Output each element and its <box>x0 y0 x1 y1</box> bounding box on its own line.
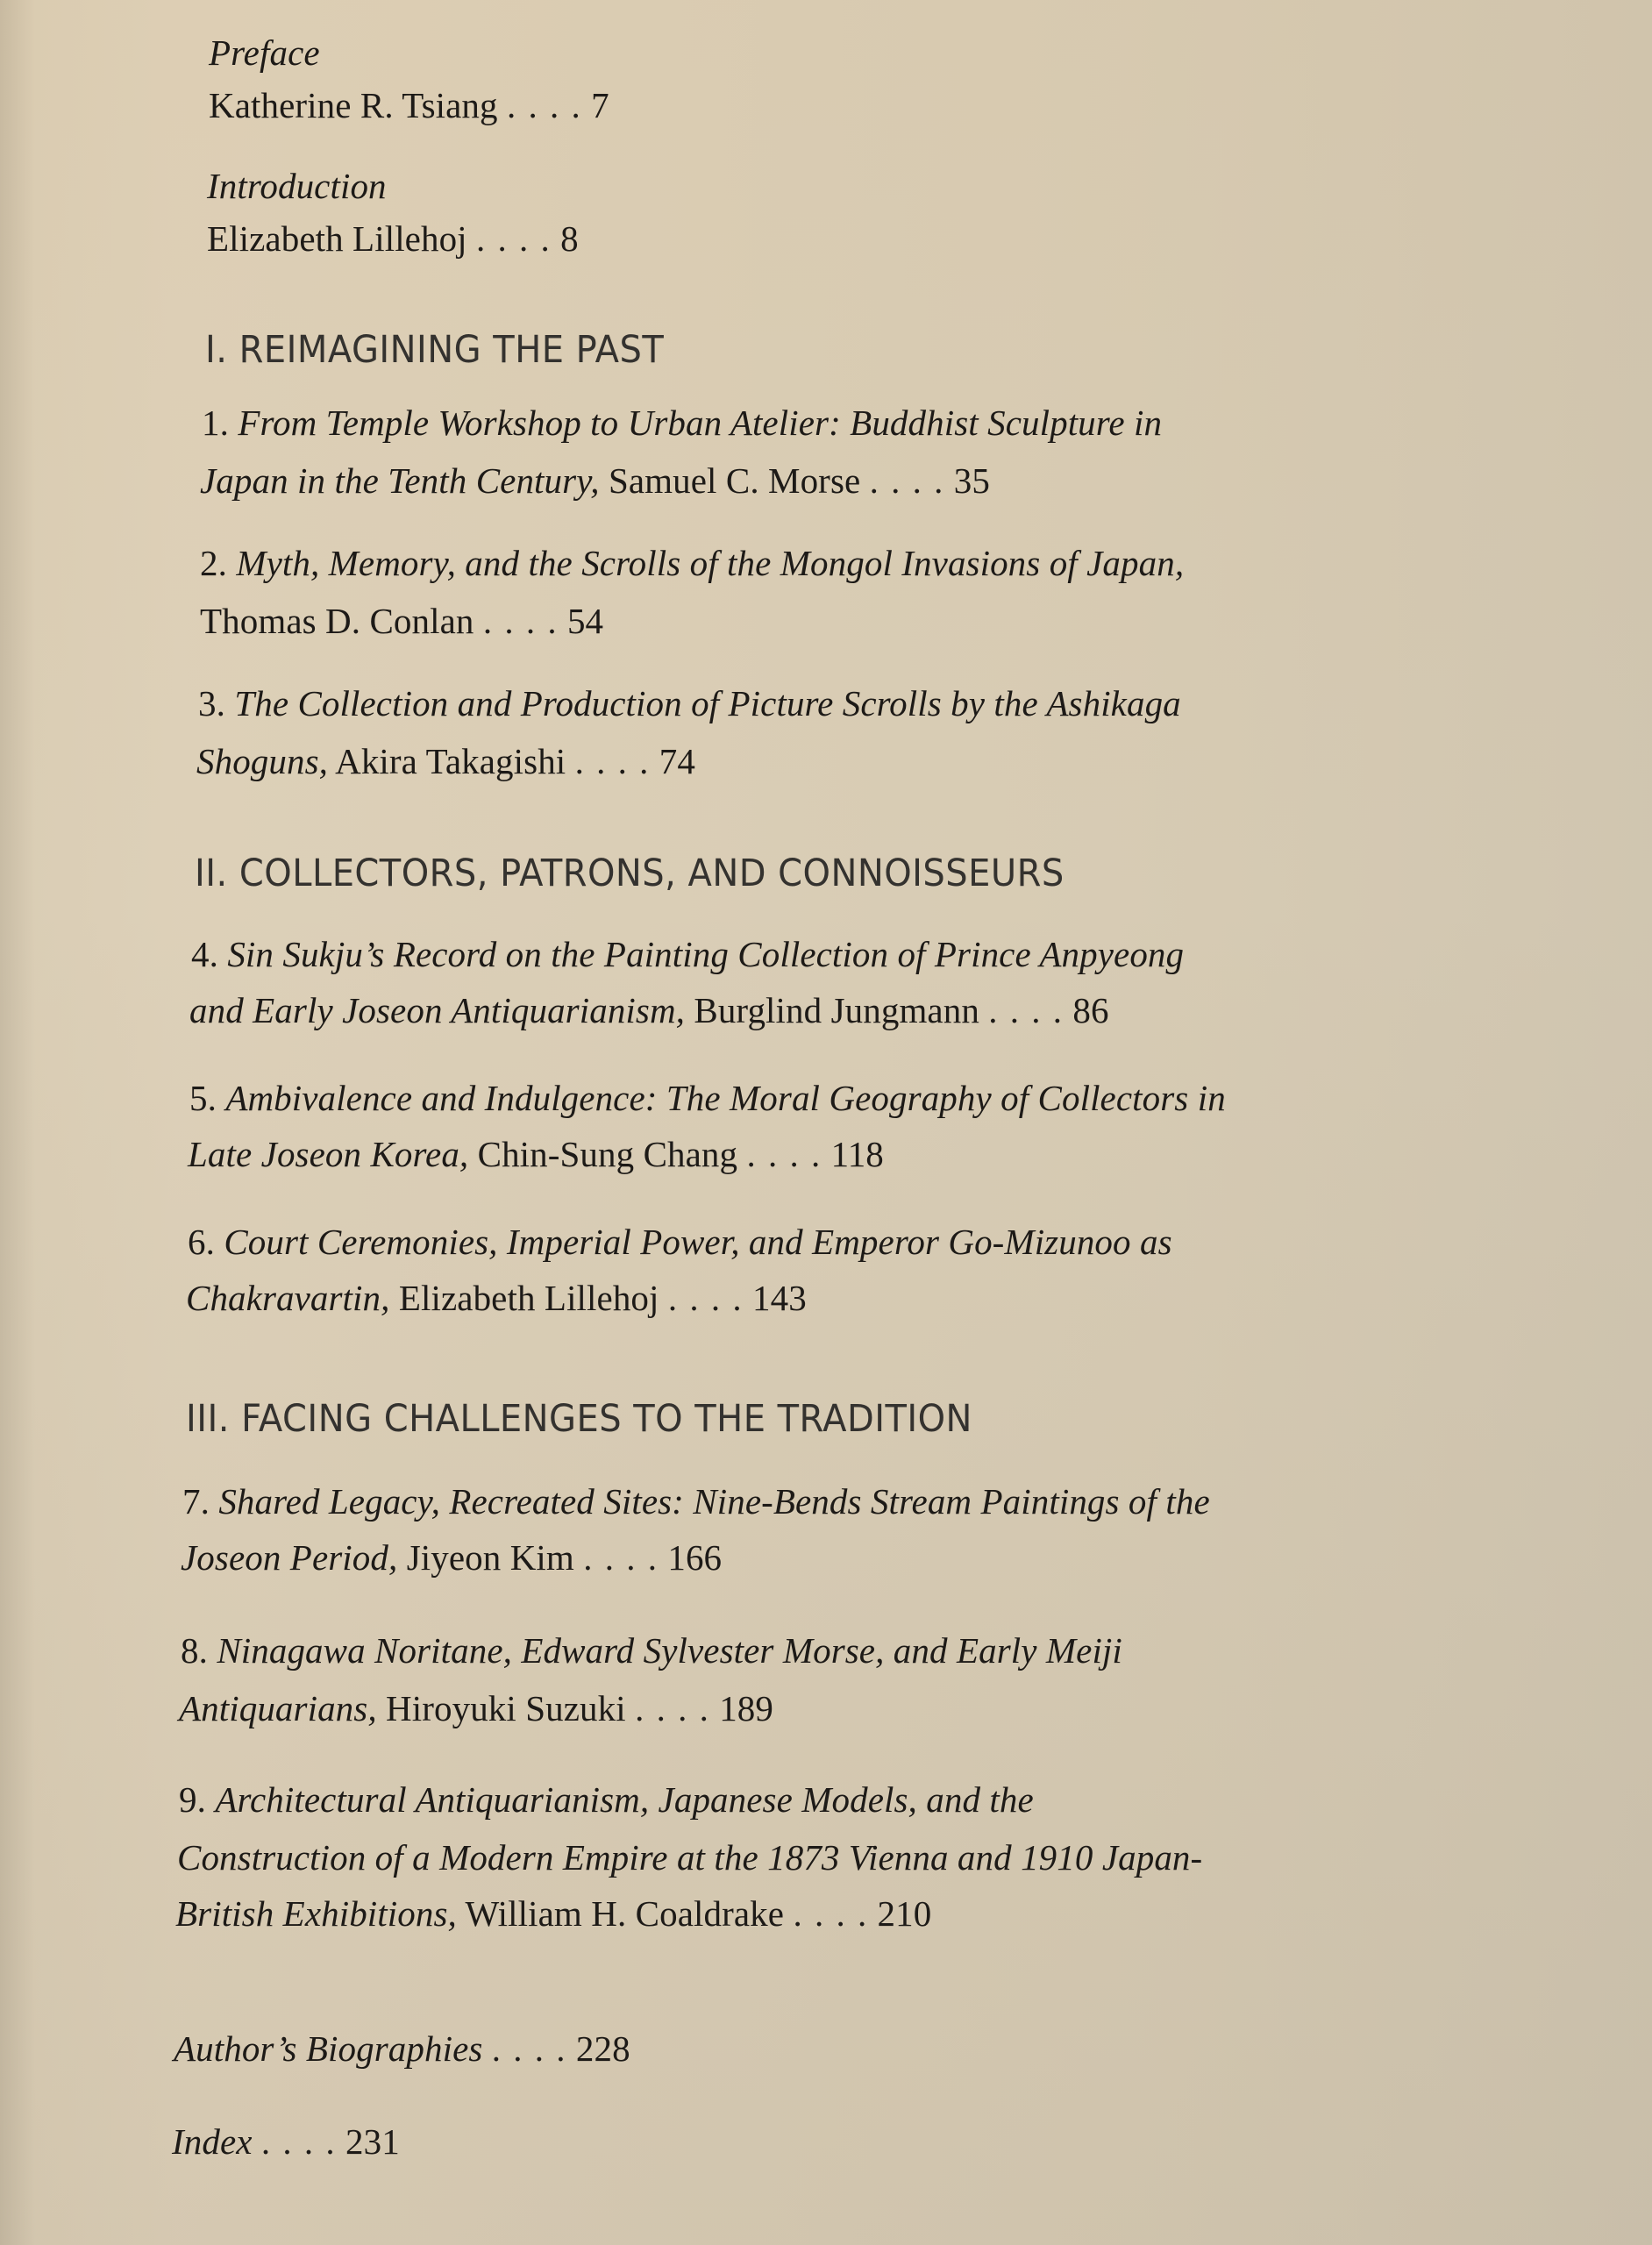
toc-entry-title: Sin Sukju’s Record on the Painting Collection of Prince Anpyeong <box>227 934 1185 974</box>
toc-leader: . . . . <box>988 990 1065 1030</box>
toc-entry-title: Author’s Biographies <box>174 2028 483 2069</box>
toc-leader: . . . . <box>482 601 559 641</box>
toc-entry-number: 7. <box>182 1481 210 1522</box>
toc-entry-8-line2 <box>179 1688 774 1728</box>
toc-entry-2-line1 <box>200 545 1184 581</box>
toc-entry-1-line2 <box>200 460 990 501</box>
toc-leader: . . . . <box>583 1537 659 1578</box>
toc-entry-title: Antiquarians, <box>179 1688 377 1728</box>
toc-page-number: 118 <box>830 1134 884 1174</box>
toc-leader: . . . . <box>793 1893 869 1934</box>
toc-entry-4-line1 <box>191 934 1185 974</box>
toc-author: Elizabeth Lillehoj <box>398 1278 659 1318</box>
toc-entry-1-line1 <box>202 405 1162 441</box>
toc-leader: . . . . <box>635 1688 710 1728</box>
toc-author: Burglind Jungmann <box>694 990 979 1030</box>
toc-entry-title: Ninagawa Noritane, Edward Sylvester Morse, and Early Meiji <box>217 1630 1122 1671</box>
toc-entry-6-line2 <box>186 1280 807 1316</box>
toc-entry-9-line3 <box>175 1893 932 1934</box>
toc-page-number: 143 <box>752 1278 807 1318</box>
toc-page-number: 210 <box>877 1893 932 1934</box>
toc-author: Hiroyuki Suzuki <box>386 1688 626 1728</box>
toc-entry-3-line1 <box>198 683 1181 723</box>
toc-entry-9-line1 <box>179 1779 1034 1820</box>
toc-page-number: 7 <box>591 85 609 125</box>
toc-author-biographies <box>174 2028 630 2069</box>
toc-entry-8-line1 <box>181 1630 1122 1671</box>
toc-entry-title: Shared Legacy, Recreated Sites: Nine-Bends Stream Paintings of the <box>218 1481 1210 1522</box>
toc-page-number: 74 <box>659 741 695 781</box>
toc-page-number: 228 <box>575 2028 630 2069</box>
toc-author: Thomas D. Conlan <box>200 601 474 641</box>
toc-leader: . . . . <box>869 460 945 501</box>
toc-author: Katherine R. Tsiang <box>209 85 498 125</box>
toc-entry-3-line2 <box>196 741 695 781</box>
toc-entry-number: 5. <box>189 1078 217 1118</box>
toc-preface-label: Preface <box>209 32 320 73</box>
toc-author: Jiyeon Kim <box>406 1537 574 1578</box>
toc-entry-number: 2. <box>200 543 227 583</box>
toc-author: Chin-Sung Chang <box>477 1134 738 1174</box>
toc-leader: . . . . <box>667 1278 744 1318</box>
toc-introduction-label: Introduction <box>207 166 387 206</box>
toc-entry-title: Index <box>172 2121 253 2162</box>
toc-entry-title: Court Ceremonies, Imperial Power, and Emperor Go-Mizunoo as <box>224 1222 1172 1262</box>
toc-entry-title: Shoguns, <box>196 741 329 781</box>
toc-entry-number: 1. <box>202 403 229 443</box>
toc-entry-title: The Collection and Production of Picture Scrolls by the Ashikaga <box>234 683 1181 723</box>
toc-entry-number: 4. <box>191 934 218 974</box>
section-heading-3: III. FACING CHALLENGES TO THE TRADITION <box>186 1397 972 1441</box>
toc-author: Samuel C. Morse <box>608 460 861 501</box>
toc-entry-title: Chakravartin, <box>186 1278 390 1318</box>
toc-page-number: 54 <box>566 601 604 641</box>
section-heading-2: II. COLLECTORS, PATRONS, AND CONNOISSEURS <box>195 852 1065 895</box>
toc-leader: . . . . <box>746 1134 822 1174</box>
toc-entry-title: Japan in the Tenth Century, <box>200 460 600 501</box>
toc-author: Akira Takagishi <box>335 741 566 781</box>
toc-entry-title: From Temple Workshop to Urban Atelier: Buddhist Sculpture in <box>238 403 1163 443</box>
toc-leader: . . . . <box>476 218 552 259</box>
toc-entry-7-line2 <box>181 1537 723 1578</box>
toc-page-number: 189 <box>719 1688 774 1728</box>
toc-entry-6-line1 <box>188 1224 1172 1260</box>
toc-page-number: 86 <box>1072 990 1109 1030</box>
toc-entry-title: Late Joseon Korea, <box>188 1134 469 1174</box>
toc-entry-number: 3. <box>198 683 225 723</box>
toc-entry-title: and Early Joseon Antiquarianism, <box>189 990 686 1030</box>
toc-leader: . . . . <box>574 741 651 781</box>
toc-entry-9-line2: Construction of a Modern Empire at the 1873 Vienna and 1910 Japan- <box>177 1837 1203 1878</box>
toc-entry-title: Ambivalence and Indulgence: The Moral Geography of Collectors in <box>225 1078 1226 1118</box>
toc-entry-5-line1 <box>189 1080 1226 1116</box>
toc-introduction-entry <box>207 218 579 259</box>
toc-author: Elizabeth Lillehoj <box>207 218 467 259</box>
toc-page-number: 35 <box>953 460 990 501</box>
toc-entry-title: Joseon Period, <box>181 1537 398 1578</box>
toc-entry-5-line2 <box>188 1134 884 1174</box>
toc-entry-2-line2 <box>200 603 603 639</box>
toc-entry-title: Myth, Memory, and the Scrolls of the Mongol Invasions of Japan, <box>236 543 1185 583</box>
toc-leader: . . . . <box>260 2121 337 2162</box>
toc-leader: . . . . <box>506 85 582 125</box>
toc-entry-7-line1 <box>182 1481 1210 1522</box>
toc-page-number: 166 <box>667 1537 723 1578</box>
section-heading-1: I. REIMAGINING THE PAST <box>205 328 665 372</box>
toc-index <box>172 2121 400 2162</box>
toc-entry-number: 6. <box>188 1222 215 1262</box>
toc-entry-title: British Exhibitions, <box>175 1893 457 1934</box>
toc-author: William H. Coaldrake <box>465 1893 785 1934</box>
toc-entry-number: 8. <box>181 1630 208 1671</box>
toc-page-number: 8 <box>560 218 579 259</box>
toc-leader: . . . . <box>491 2028 567 2069</box>
toc-entry-number: 9. <box>179 1779 206 1820</box>
toc-preface-entry <box>209 85 609 125</box>
toc-entry-title: Architectural Antiquarianism, Japanese Models, and the <box>215 1779 1034 1820</box>
toc-page-number: 231 <box>345 2121 400 2162</box>
toc-entry-4-line2 <box>189 990 1109 1030</box>
